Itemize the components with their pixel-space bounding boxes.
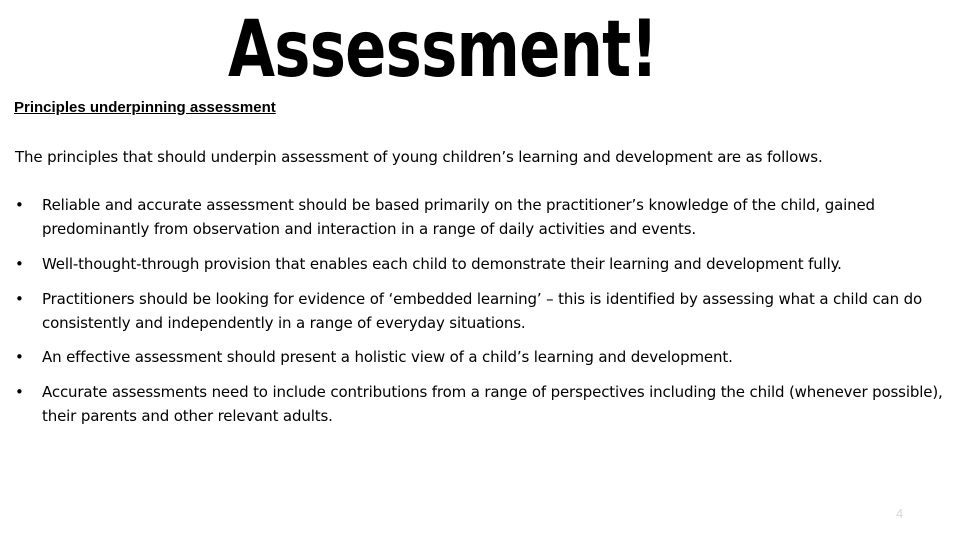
bullet-text: Practitioners should be looking for evidence of ‘embedded learning’ – this is identified by assessing what a child can do consistently and independently in a range of everyday situations.	[42, 290, 922, 332]
slide-subtitle: Principles underpinning assessment	[14, 99, 276, 116]
bullet-item	[15, 193, 950, 241]
bullet-marker: •	[15, 290, 24, 308]
page-number: 4	[896, 506, 904, 521]
bullet-item	[15, 380, 950, 428]
bullet-item	[15, 345, 950, 369]
bullet-text: Reliable and accurate assessment should be based primarily on the practitioner’s knowledge of the child, gained predominantly from observation and interaction in a range of daily activities and events.	[42, 196, 875, 238]
bullet-marker: •	[15, 255, 24, 273]
bullet-text: Accurate assessments need to include contributions from a range of perspectives including the child (whenever possible), their parents and other relevant adults.	[42, 383, 943, 425]
bullet-text: An effective assessment should present a holistic view of a child’s learning and development.	[42, 348, 733, 366]
slide-title: Assessment!	[228, 5, 658, 95]
bullet-item	[15, 287, 950, 335]
bullet-text: Well-thought-through provision that enables each child to demonstrate their learning and development fully.	[42, 255, 842, 273]
bullet-marker: •	[15, 383, 24, 401]
bullet-item	[15, 252, 950, 276]
bullet-marker: •	[15, 196, 24, 214]
bullet-marker: •	[15, 348, 24, 366]
intro-paragraph: The principles that should underpin assessment of young children’s learning and development are as follows.	[15, 148, 823, 166]
